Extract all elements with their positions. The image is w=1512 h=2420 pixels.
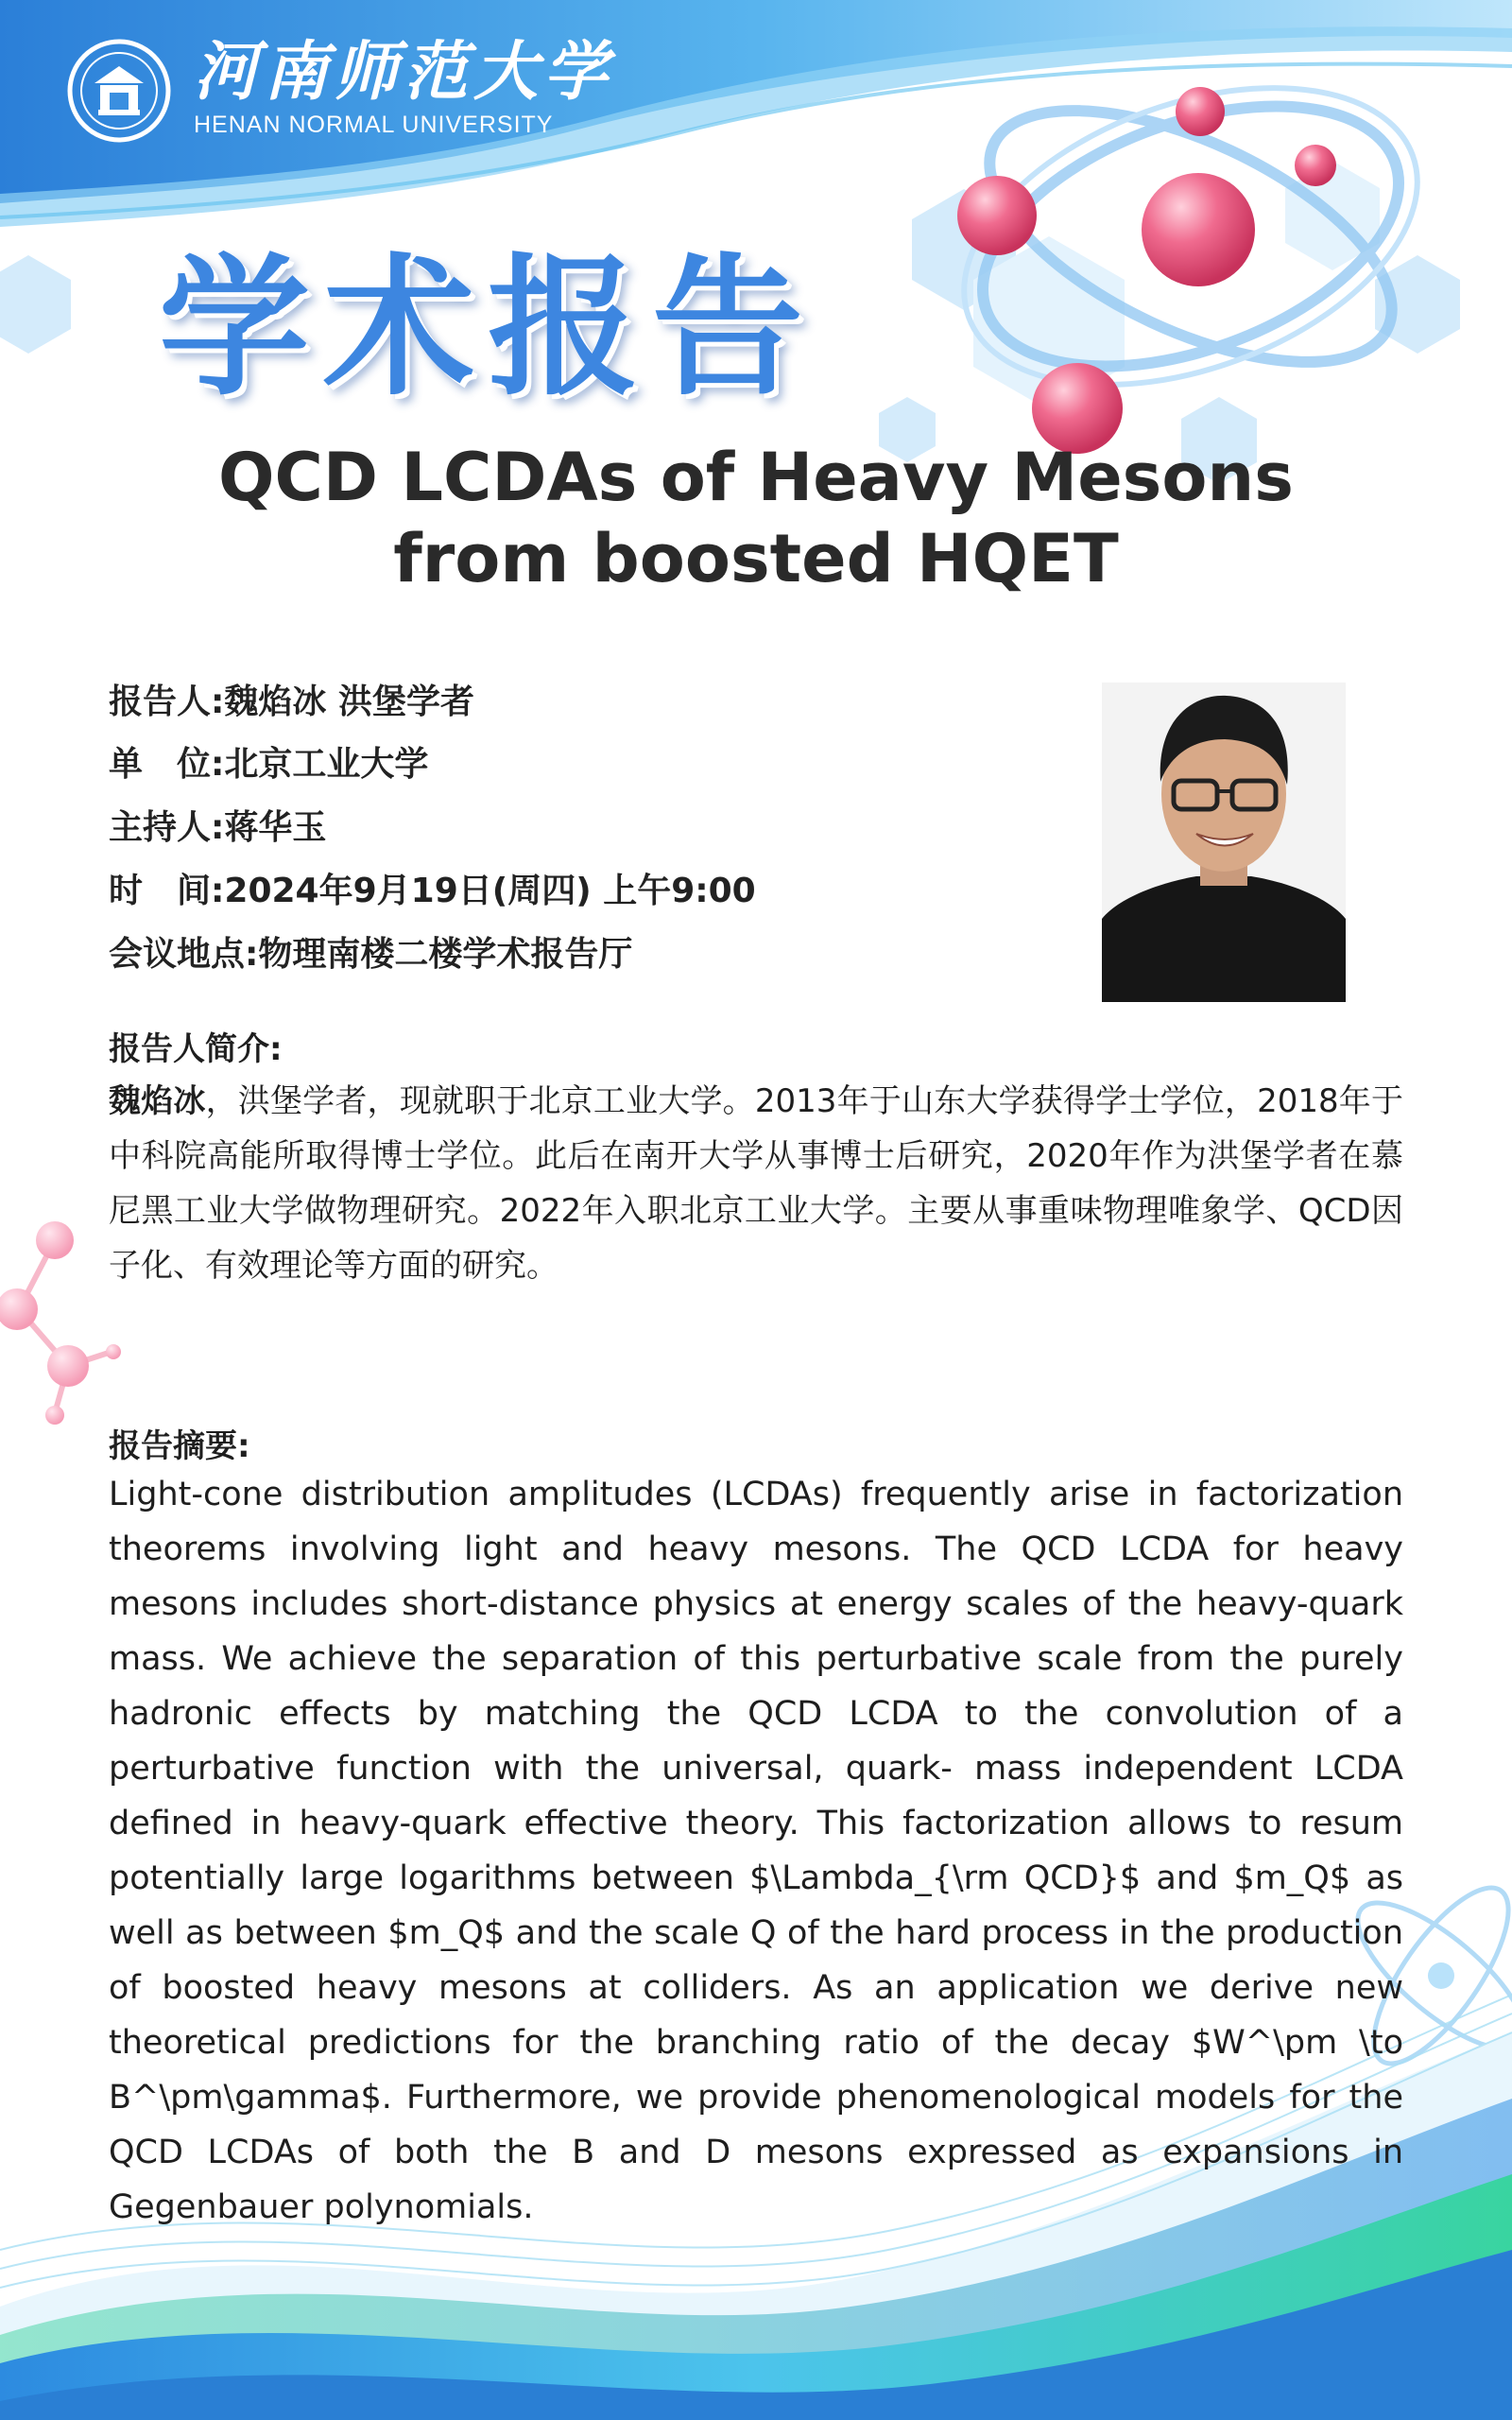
university-name-en: HENAN NORMAL UNIVERSITY xyxy=(194,112,554,138)
info-value: 魏焰冰 洪堡学者 xyxy=(224,683,474,721)
bio-body: ，洪堡学者，现就职于北京工业大学。2013年于山东大学获得学士学位，2018年于中科院高能所取得博士学位。此后在南开大学从事博士后研究，2020年作为洪堡学者在慕尼黑工业大学做物理研究。2022年入职北京工业大学。主要从事重味物理唯象学、QCD因子化、有效理论等方面的研究。 xyxy=(109,1082,1403,1285)
abstract-text: Light-cone distribution amplitudes (LCDAs) frequently arise in factorization theorems involving light and heavy mesons. The QCD LCDA for heavy mesons includes short-distance physics at energy scales of the heavy-quark mass. We achieve the separation of this perturbative scale from the purely hadronic effects by matching the QCD LCDA to the convolution of a perturbative function with the universal, quark- mass independent LCDA defined in heavy-quark effective theory. This factorization allows to resum potentially large logarithms between $\Lambda_{\rm QCD}$ and $m_Q$ as well as between $m_Q$ and the scale Q of the hard process in the production of boosted heavy mesons at colliders. As an application we derive new theoretical predictions for the branching ratio of the decay $W^\pm \to B^\pm\gamma$. Furthermore, we provide phenomenological models for the QCD LCDAs of both the B and D mesons expressed as expansions in Gegenbauer polynomials. xyxy=(109,1476,1403,2226)
info-label: 单 位: xyxy=(109,745,225,784)
info-venue xyxy=(109,931,1073,978)
info-affiliation xyxy=(109,741,1073,788)
info-label: 时 间: xyxy=(109,872,225,910)
info-value: 2024年9月19日(周四) 上午9:00 xyxy=(224,872,756,910)
info-speaker xyxy=(109,679,1073,726)
talk-title-line-1: QCD LCDAs of Heavy Mesons xyxy=(218,439,1294,516)
talk-title-line-2: from boosted HQET xyxy=(393,520,1119,597)
info-label: 会议地点: xyxy=(109,935,259,974)
abstract-heading: 报告摘要: xyxy=(109,1427,250,1465)
info-value: 蒋华玉 xyxy=(224,808,327,847)
info-time xyxy=(109,868,1073,915)
info-value: 北京工业大学 xyxy=(224,745,429,784)
university-seal-icon xyxy=(66,38,172,144)
bio-text xyxy=(109,1074,1403,1293)
bio-name: 魏焰冰 xyxy=(109,1082,206,1120)
info-host xyxy=(109,804,1073,852)
bio-heading: 报告人简介: xyxy=(109,1030,283,1068)
speaker-photo xyxy=(1102,683,1346,1002)
university-name-cn: 河南师范大学 xyxy=(194,34,614,110)
banner-title: 学术报告 xyxy=(159,239,817,416)
info-label: 主持人: xyxy=(109,808,225,847)
info-value: 物理南楼二楼学术报告厅 xyxy=(258,935,633,974)
info-label: 报告人: xyxy=(109,683,225,721)
